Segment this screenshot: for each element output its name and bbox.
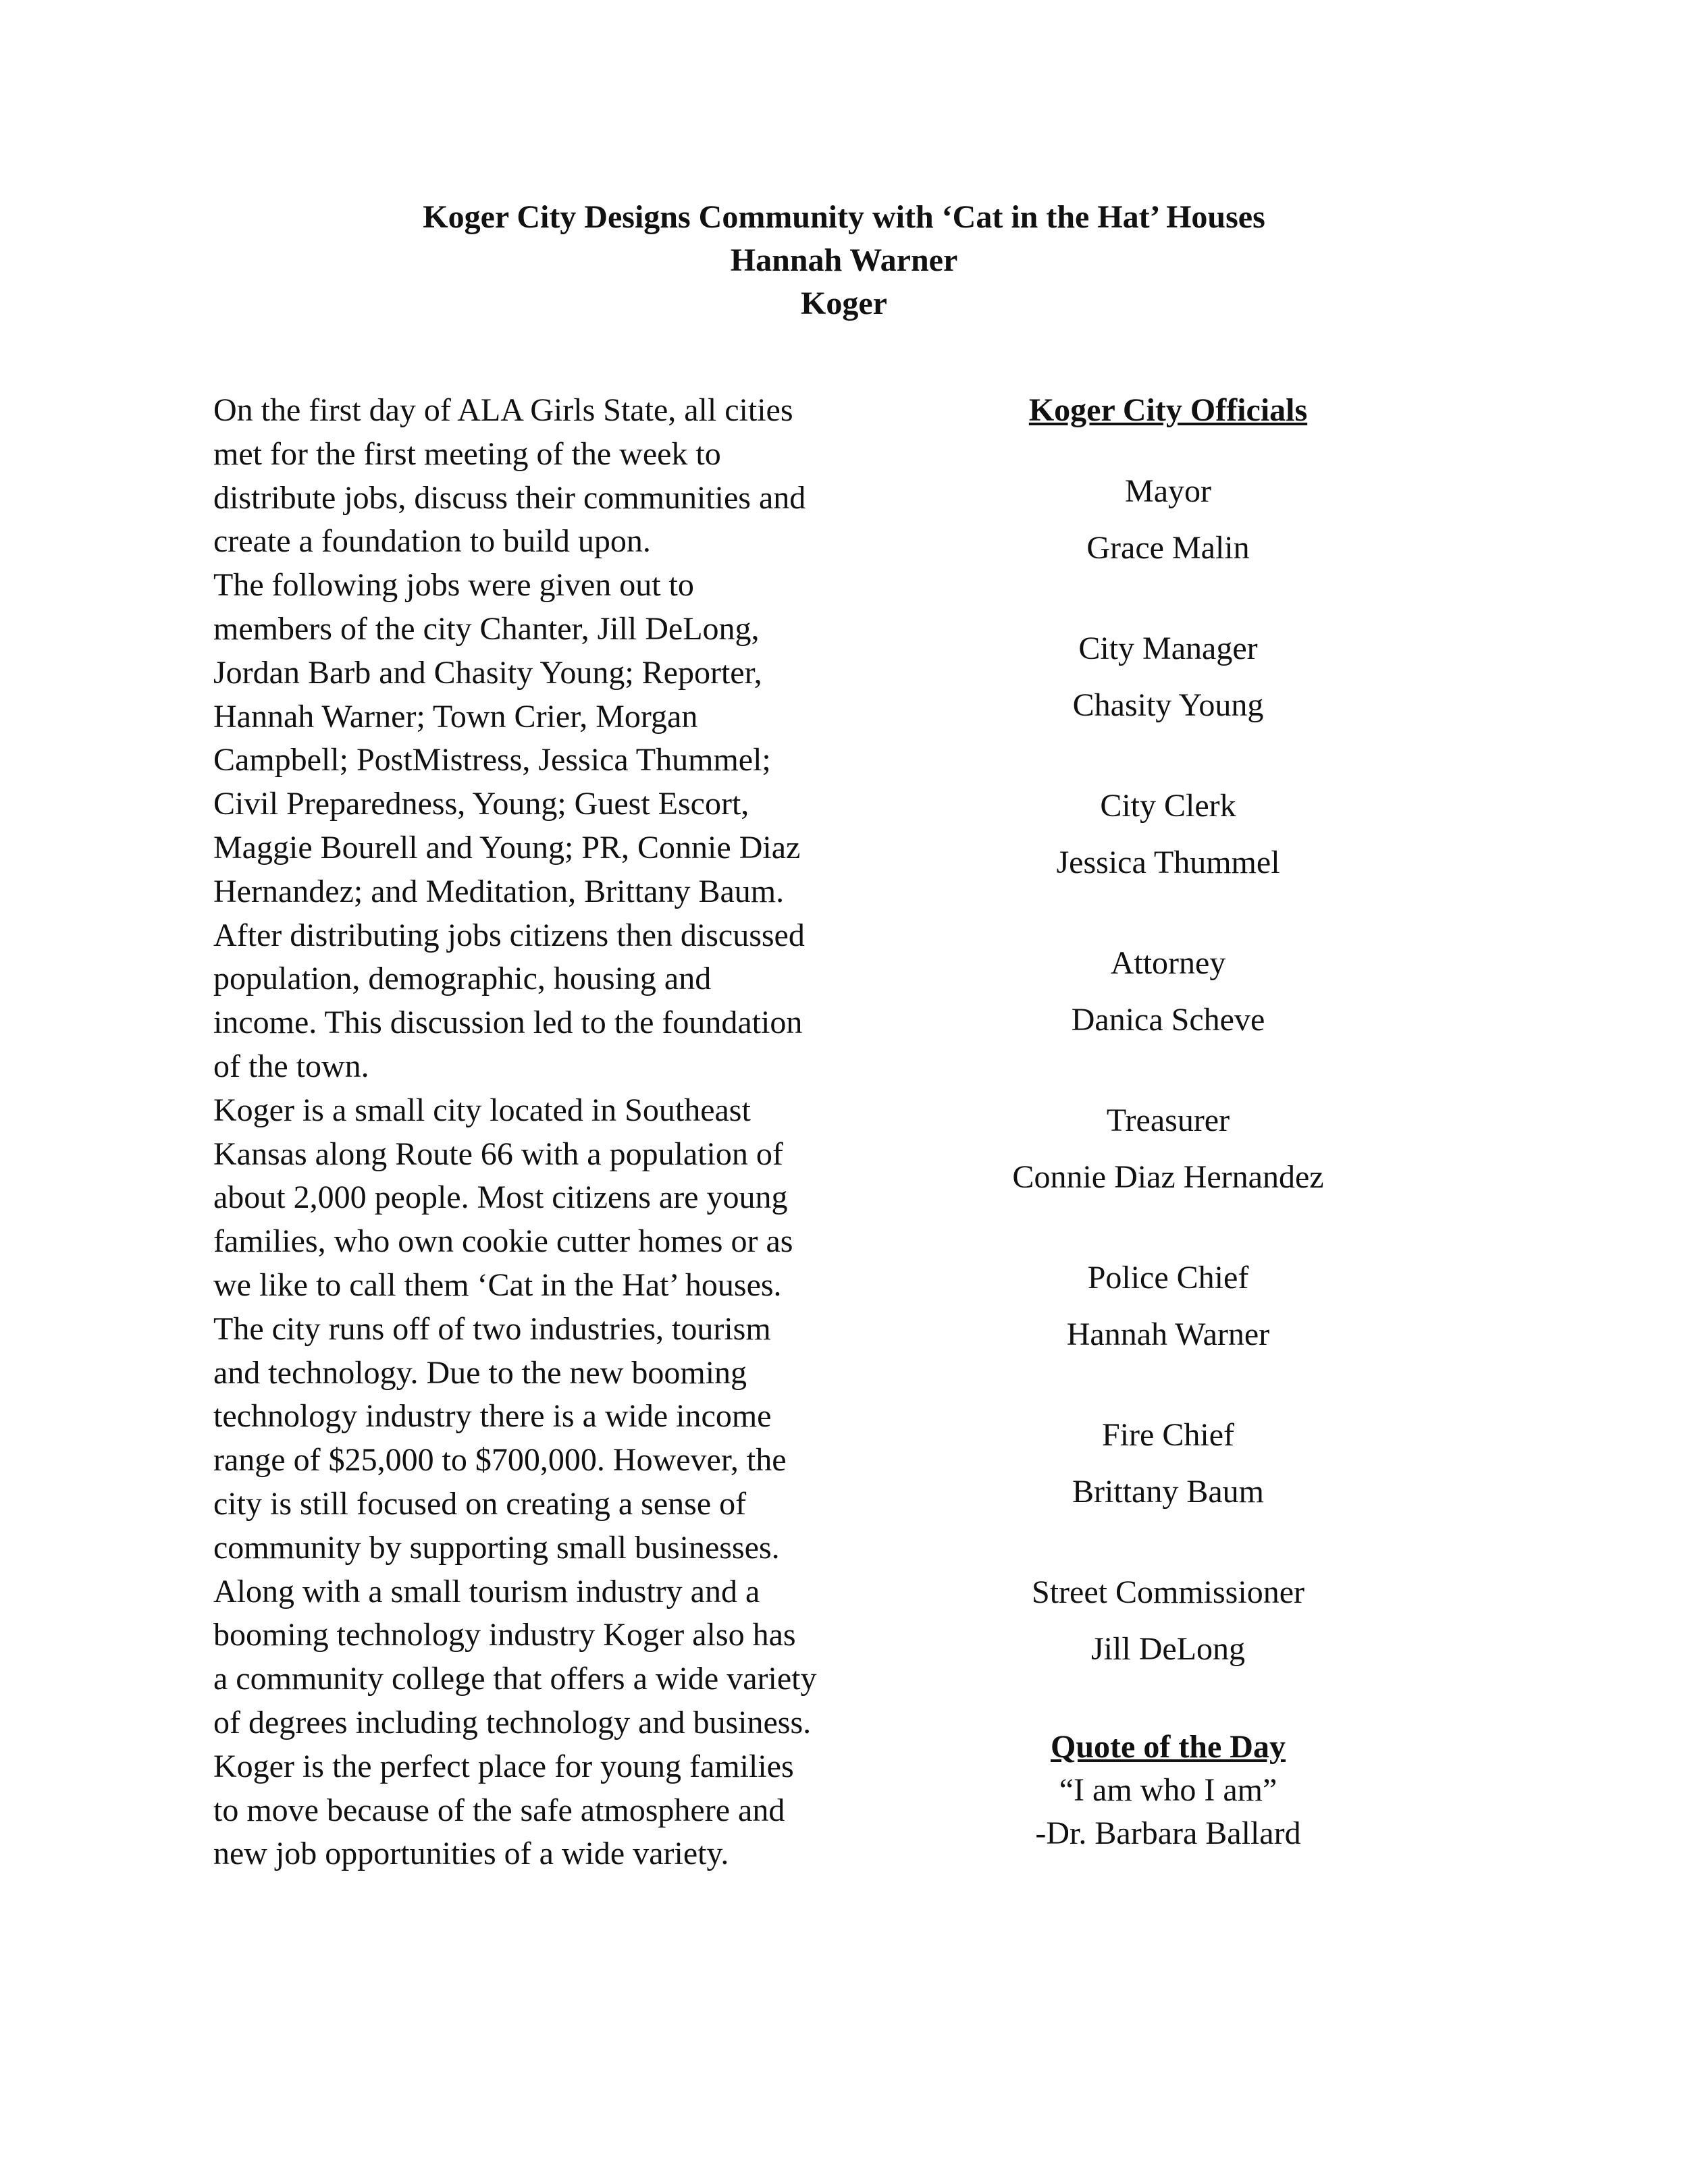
article-body <box>213 389 848 1876</box>
article-line: city is still focused on creating a sense of <box>213 1485 747 1522</box>
officials-heading: Koger City Officials <box>1028 392 1308 428</box>
quote-heading: Quote of the Day <box>1051 1729 1286 1765</box>
article-line: technology industry there is a wide income <box>213 1398 772 1435</box>
article-line: Koger is the perfect place for young families <box>213 1748 794 1784</box>
article-line: Civil Preparedness, Young; Guest Escort, <box>213 786 749 822</box>
official-title: Mayor <box>1125 473 1211 509</box>
official-entry <box>959 1250 1377 1407</box>
quote-of-the-day <box>959 1726 1377 1855</box>
article-line: a community college that offers a wide variety <box>213 1661 817 1697</box>
byline-author: Hannah Warner <box>730 242 958 278</box>
article-line: range of $25,000 to $700,000. However, the <box>213 1442 787 1479</box>
official-name: Jessica Thummel <box>1056 845 1280 880</box>
official-title: Treasurer <box>1106 1102 1230 1138</box>
officials-list <box>959 463 1377 1722</box>
official-entry <box>959 463 1377 620</box>
quote-text: “I am who I am” <box>1059 1772 1277 1808</box>
article-line: members of the city Chanter, Jill DeLong, <box>213 610 760 647</box>
official-title: Street Commissioner <box>1032 1574 1304 1610</box>
official-entry <box>959 778 1377 935</box>
official-title: Fire Chief <box>1102 1417 1234 1453</box>
article-line: of degrees including technology and business. <box>213 1704 812 1740</box>
official-name: Chasity Young <box>1072 687 1264 723</box>
article-line: Koger is a small city located in Southeast <box>213 1092 751 1128</box>
article-line: On the first day of ALA Girls State, all cities <box>213 392 793 428</box>
article-line: we like to call them ‘Cat in the Hat’ houses. <box>213 1267 782 1303</box>
official-entry <box>959 935 1377 1092</box>
official-name: Hannah Warner <box>1066 1316 1270 1352</box>
article-line: families, who own cookie cutter homes or as <box>213 1223 793 1260</box>
article-line: create a foundation to build upon. <box>213 523 651 560</box>
article-line: new job opportunities of a wide variety. <box>213 1836 729 1872</box>
article-line: Hannah Warner; Town Crier, Morgan <box>213 698 698 735</box>
article-line: Maggie Bourell and Young; PR, Connie Diaz <box>213 829 801 865</box>
official-name: Danica Scheve <box>1071 1002 1265 1038</box>
article-line: to move because of the safe atmosphere and <box>213 1792 785 1828</box>
official-entry <box>959 1564 1377 1722</box>
article-line: The city runs off of two industries, tourism <box>213 1310 771 1347</box>
article-line: Campbell; PostMistress, Jessica Thummel; <box>213 742 771 778</box>
article-line: met for the first meeting of the week to <box>213 435 721 472</box>
official-name: Grace Malin <box>1086 530 1250 566</box>
article-line: income. This discussion led to the foundation <box>213 1005 803 1041</box>
article-line: Jordan Barb and Chasity Young; Reporter, <box>213 654 762 691</box>
article-line: about 2,000 people. Most citizens are young <box>213 1179 788 1216</box>
official-title: City Clerk <box>1100 788 1236 824</box>
official-entry <box>959 620 1377 778</box>
official-name: Jill DeLong <box>1091 1631 1245 1667</box>
article-line: community by supporting small businesses. <box>213 1529 780 1566</box>
headline: Koger City Designs Community with ‘Cat in the Hat’ Houses <box>423 199 1265 235</box>
article-line: The following jobs were given out to <box>213 567 694 604</box>
official-name: Brittany Baum <box>1072 1474 1264 1510</box>
article-header <box>0 196 1688 325</box>
article-line: booming technology industry Koger also has <box>213 1617 796 1653</box>
official-entry <box>959 1092 1377 1250</box>
byline-city: Koger <box>801 286 887 321</box>
official-name: Connie Diaz Hernandez <box>1012 1159 1324 1195</box>
article-line: and technology. Due to the new booming <box>213 1354 747 1391</box>
article-line: After distributing jobs citizens then discussed <box>213 917 805 953</box>
official-title: Attorney <box>1110 945 1226 981</box>
official-title: City Manager <box>1078 631 1258 666</box>
article-line: distribute jobs, discuss their communities and <box>213 479 806 516</box>
official-entry <box>959 1407 1377 1564</box>
quote-attribution: -Dr. Barbara Ballard <box>1035 1815 1301 1851</box>
official-title: Police Chief <box>1087 1260 1249 1296</box>
article-line: Kansas along Route 66 with a population of <box>213 1136 783 1172</box>
article-line: of the town. <box>213 1048 369 1084</box>
article-line: Along with a small tourism industry and a <box>213 1573 760 1609</box>
article-line: Hernandez; and Meditation, Brittany Baum. <box>213 873 785 909</box>
officials-sidebar <box>959 389 1377 1722</box>
article-line: population, demographic, housing and <box>213 961 712 997</box>
